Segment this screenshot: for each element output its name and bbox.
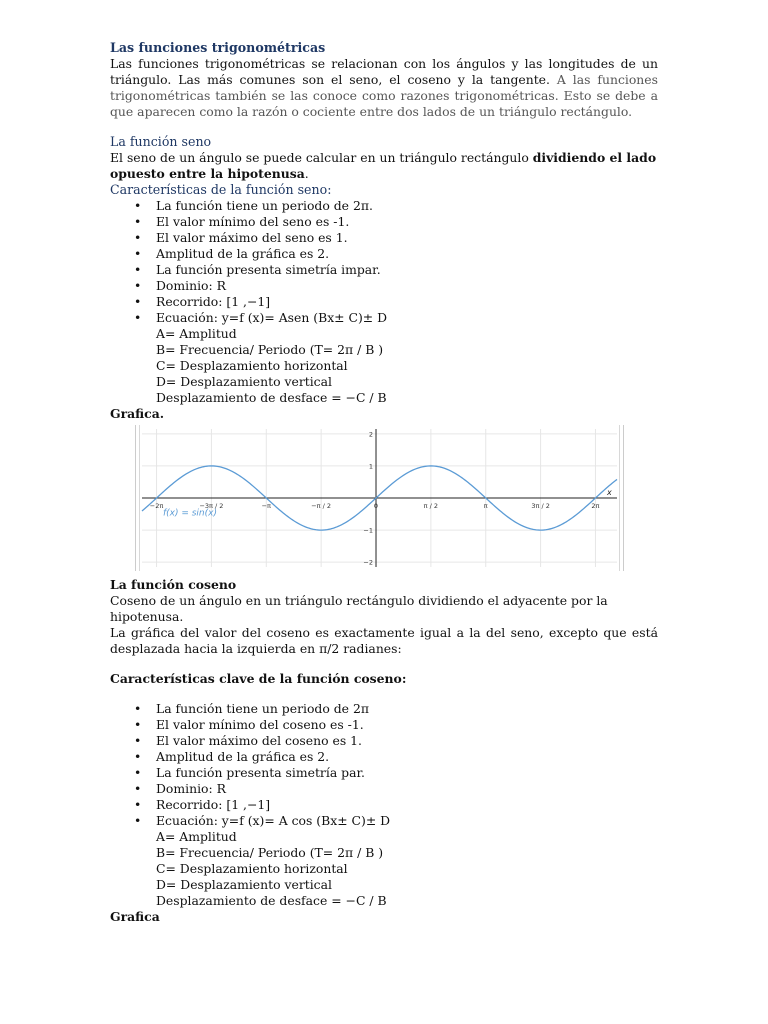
- sine-chart-svg: [136, 425, 623, 571]
- x-tick-label: −2π: [149, 502, 164, 510]
- x-tick-label: 3π / 2: [531, 502, 550, 510]
- list-item: • La función tiene un periodo de 2π: [156, 701, 658, 717]
- x-tick-label: −π: [261, 502, 271, 510]
- seno-char-title: Características de la función seno:: [110, 182, 332, 197]
- eq-note: Desplazamiento de desface = −C / B: [156, 390, 387, 405]
- list-item: • El valor mínimo del coseno es -1.: [156, 717, 658, 733]
- list-item: • El valor máximo del seno es 1.: [156, 230, 658, 246]
- eq-note: A= Amplitud: [156, 829, 237, 844]
- eq-note: Desplazamiento de desface = −C / B: [156, 893, 387, 908]
- coseno-p2: La gráfica del valor del coseno es exactamente igual a la del seno, excepto que está desplazada hacia la izquierda en π/2 radianes:: [110, 625, 658, 656]
- coseno-list: [110, 701, 658, 829]
- list-item: • La función tiene un periodo de 2π.: [156, 198, 658, 214]
- intro-text: Las funciones trigonométricas se relacionan con los ángulos y las longitudes de un triángulo. Las más comunes son el seno, el coseno y la tangente.: [110, 56, 658, 87]
- x-tick-label: π / 2: [423, 502, 439, 510]
- list-item: • Ecuación: y=f (x)= A cos (Bx± C)± D: [156, 813, 658, 829]
- seno-grafica-label: Grafica.: [110, 406, 165, 421]
- x-axis-label: x: [607, 488, 612, 497]
- x-tick-label: π: [483, 502, 488, 510]
- y-tick-label: 1: [368, 462, 374, 471]
- eq-note: D= Desplazamiento vertical: [156, 374, 332, 389]
- list-item: • Dominio: R: [156, 278, 658, 294]
- coseno-p1: Coseno de un ángulo en un triángulo rectángulo dividiendo el adyacente por la hipotenusa.: [110, 593, 608, 624]
- eq-note: B= Frecuencia/ Periodo (T= 2π / B ): [156, 342, 384, 357]
- document-page: [110, 40, 658, 925]
- function-label: f(x) = sin(x): [162, 508, 217, 519]
- coseno-grafica-label: Grafica: [110, 909, 160, 924]
- eq-note: C= Desplazamiento horizontal: [156, 861, 348, 876]
- list-item: • Amplitud de la gráfica es 2.: [156, 246, 658, 262]
- seno-list: [110, 198, 658, 326]
- eq-note: A= Amplitud: [156, 326, 237, 341]
- list-item: • La función presenta simetría impar.: [156, 262, 658, 278]
- coseno-char-title: Características clave de la función coseno:: [110, 671, 407, 686]
- list-item: • La función presenta simetría par.: [156, 765, 658, 781]
- eq-note: D= Desplazamiento vertical: [156, 877, 332, 892]
- intro-title: Las funciones trigonométricas: [110, 40, 326, 55]
- coseno-title: La función coseno: [110, 577, 237, 592]
- eq-note: B= Frecuencia/ Periodo (T= 2π / B ): [156, 845, 384, 860]
- x-tick-label: 0: [373, 502, 379, 510]
- list-item: • Amplitud de la gráfica es 2.: [156, 749, 658, 765]
- y-tick-label: −1: [363, 526, 374, 535]
- eq-note: C= Desplazamiento horizontal: [156, 358, 348, 373]
- seno-definition: El seno de un ángulo se puede calcular en un triángulo rectángulo dividiendo el lado opuesto entre la hipotenusa.: [110, 150, 657, 181]
- intro-text-grey: A las funciones trigonométricas también se las conoce como razones trigonométricas. Esto se debe a que aparecen como la razón o cociente entre dos lados de un triángulo rectángulo.: [110, 72, 658, 119]
- sine-chart: [135, 425, 624, 571]
- y-tick-label: 2: [368, 430, 374, 439]
- x-tick-label: −3π / 2: [199, 502, 224, 510]
- y-tick-label: −2: [363, 558, 374, 567]
- list-item: • Recorrido: [1 ,−1]: [156, 294, 658, 310]
- list-item: • Dominio: R: [156, 781, 658, 797]
- seno-title: La función seno: [110, 134, 212, 149]
- seno-eq-notes: [110, 326, 658, 406]
- coseno-eq-notes: [110, 829, 658, 909]
- list-item: • El valor mínimo del seno es -1.: [156, 214, 658, 230]
- list-item: • Ecuación: y=f (x)= Asen (Bx± C)± D: [156, 310, 658, 326]
- intro-paragraph: [110, 56, 658, 120]
- x-tick-label: 2π: [591, 502, 600, 510]
- x-tick-label: −π / 2: [311, 502, 332, 510]
- list-item: • El valor máximo del coseno es 1.: [156, 733, 658, 749]
- list-item: • Recorrido: [1 ,−1]: [156, 797, 658, 813]
